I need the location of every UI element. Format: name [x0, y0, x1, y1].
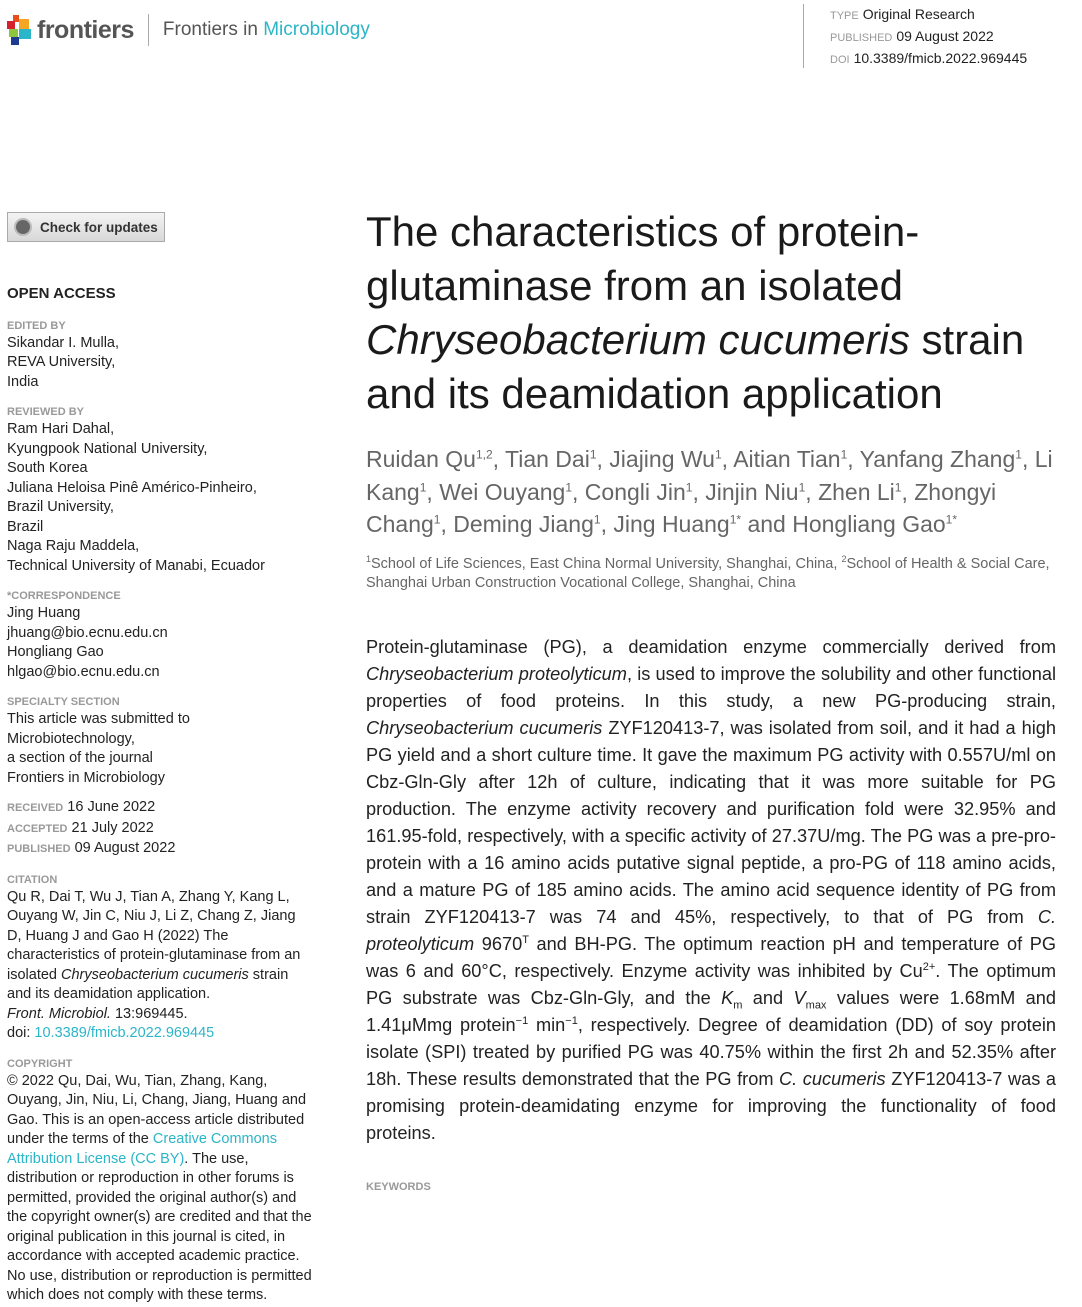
author[interactable]: Ruidan Qu$^{1,2}$: [366, 446, 493, 472]
citation: Qu R, Dai T, Wu J, Tian A, Zhang Y, Kang L, Ouyang W, Jin C, Niu J, Li Z, Chang Z, Jiang D, Huang J and Gao H (2022) The characteristics of protein-glutaminase from an isolated Chryseobacterium cucumeris strain and its deamidation application. Front. Microbiol. 13:969445. doi: 10.3389/fmicb.2022.969445: [7, 888, 301, 1041]
author[interactable]: Yanfang Zhang$^1$: [859, 446, 1022, 472]
abstract-run: and BH-PG. The optimum reaction pH and temperature of PG was 6 and 60°C, respectively. Enzyme activity was inhibited by Cu: [366, 933, 1056, 981]
abstract-run: . The optimum PG substrate was Cbz-Gln-Gly, and the: [366, 960, 1056, 1008]
article-meta: TYPE Original Research PUBLISHED 09 August 2022 DOI 10.3389/fmicb.2022.969445: [803, 4, 1027, 68]
keywords-label: KEYWORDS: [366, 1180, 431, 1193]
author[interactable]: Deming Jiang$^1$: [453, 511, 601, 537]
sidebar-line: This article was submitted to: [7, 711, 190, 727]
abstract-run: Protein-glutaminase (PG), a deamidation enzyme commercially derived from: [366, 636, 1056, 657]
sidebar-line: Juliana Heloisa Pinê Américo-Pinheiro,: [7, 479, 257, 496]
reviewed-by: [7, 420, 312, 576]
logo-text: frontiers: [37, 15, 134, 44]
correspondence: [7, 604, 312, 682]
sidebar-line: Hongliang Gao: [7, 644, 104, 660]
author[interactable]: Jiajing Wu$^1$: [609, 446, 722, 472]
article-type: Original Research: [862, 6, 975, 22]
specialty-section: [7, 710, 312, 788]
check-for-updates-button[interactable]: Check for updates: [7, 212, 165, 242]
abstract-run: , respectively. Degree of deamidation (DD) of soy protein isolate (SPI) treated by purified PG was 40.75% within the first 2h and 52.35% after 18h. These results demonstrated that the PG from: [366, 1014, 1057, 1089]
sidebar-line: Brazil: [7, 518, 44, 535]
author[interactable]: Jinjin Niu$^1$: [705, 478, 806, 505]
abstract-run: T: [522, 933, 529, 946]
sidebar-line: jhuang@bio.ecnu.edu.cn: [7, 624, 168, 641]
abstract-run: m: [733, 999, 743, 1012]
author[interactable]: Zhen Li$^1$: [818, 478, 902, 505]
abstract-run: ZYF120413-7, was isolated from soil, and it had a high PG yield and a short culture time. It gave the maximum PG activity with 0.557U/ml on Cbz-Gln-Gly after 12h of culture, indicating that it was more suitable for PG production. The enzyme activity recovery and purification fold were 32.95% and 161.95-fold, respectively, with a specific activity of 27.37U/mg. The PG was a pre-pro-protein with a 16 amino acids putative signal peptide, a pro-PG of 118 amino acids, and a mature PG of 185 amino acids. The amino acid sequence identity of PG from strain ZYF120413-7 was 74 and 45%, respectively, to that of PG from: [366, 717, 1056, 927]
dates: RECEIVED 16 June 2022 ACCEPTED 21 July 2022 PUBLISHED 09 August 2022: [7, 799, 176, 856]
divider: [148, 14, 149, 46]
article-main: [366, 205, 1056, 1193]
sidebar-line: Microbiotechnology,: [7, 730, 135, 747]
author[interactable]: Jing Huang$^{1*}$: [613, 511, 742, 537]
abstract-run: values were 1.68mM and 1.41μMmg protein: [366, 987, 1056, 1035]
author[interactable]: Hongliang Gao$^{1*}$: [792, 511, 958, 537]
sidebar: OPEN ACCESS EDITED BY Sikandar I. Mulla, REVA University, India REVIEWED BY Ram Hari Dahal, Kyungpook National University, South Korea Juliana Heloisa Pinê Américo-Pinheiro, Brazil University, Brazil Naga Raju Maddela, Technical University of Manabi, Ecuador *CORRESPONDENCE Jing Huang jhuang@bio.ecnu.edu.cn Hongliang Gao hlgao@bio.ecnu.edu.cn SPECIALTY SECTION This article was submitted to Microbiotechnology, a section of the journal Frontiers in Microbiology RECEIVED 16 June 2022 ACCEPTED 21 July 2022 PUBLISHED 09 August 2022 CITATION Qu R, Dai T, Wu J, Tian A, Zhang Y, Kang L, Ouyang W, Jin C, Niu J, Li Z, Chang Z, Jiang D, Huang J and Gao H (2022) The characteristics of protein-glutaminase from an isolated Chryseobacterium cucumeris strain and its deamidation application. Front. Microbiol. 13:969445. doi: 10.3389/fmicb.2022.969445 COPYRIGHT © 2022 Qu, Dai, Wu, Tian, Zhang, Kang, Ouyang, Jin, Niu, Li, Chang, Jiang, Huang and Gao. This is an open-access article distributed under the terms of the Creative Commons Attribution License (CC BY). The use, distribution or reproduction in other forums is permitted, provided the original author(s) and the copyright owner(s) are credited and that the original publication in this journal is cited, in accordance with accepted academic practice. No use, distribution or reproduction is permitted which does not comply with these terms.: [7, 284, 312, 1306]
sidebar-line: India: [7, 373, 39, 390]
frontiers-logo[interactable]: [7, 14, 370, 46]
abstract-run: K: [721, 987, 734, 1008]
frontiers-logo-icon: [7, 15, 33, 45]
citation-doi-link[interactable]: 10.3389/fmicb.2022.969445: [34, 1025, 215, 1041]
abstract-run: 2+: [922, 960, 936, 973]
sidebar-line: Frontiers in Microbiology: [7, 769, 165, 786]
abstract-run: min: [528, 1014, 566, 1035]
affiliation: School of Health & Social Care, Shanghai Urban Construction Vocational College, Shanghai, China: [366, 555, 1050, 591]
doi: 10.3389/fmicb.2022.969445: [853, 50, 1028, 66]
author[interactable]: Li Kang$^1$: [366, 446, 1053, 505]
abstract-run: 9670: [474, 933, 523, 954]
sidebar-line: Ram Hari Dahal,: [7, 421, 115, 437]
abstract-run: Chryseobacterium proteolyticum: [366, 663, 627, 684]
affiliations: $^1$School of Life Sciences, East China Normal University, Shanghai, China, $^2$School of Health & Social Care, Shanghai Urban Construction Vocational College, Shanghai, China: [366, 553, 1050, 591]
article-title: The characteristics of protein-glutaminase from an isolated Chryseobacterium cucumeris strain and its deamidation application: [366, 208, 1025, 417]
cc-by-license-link[interactable]: Creative Commons Attribution License (CC BY): [7, 1131, 277, 1167]
open-access-label: OPEN ACCESS: [7, 285, 116, 302]
sidebar-line: South Korea: [7, 460, 88, 476]
author[interactable]: Congli Jin$^1$: [584, 478, 693, 505]
abstract-run: V: [793, 987, 806, 1008]
sidebar-line: Sikandar I. Mulla,: [7, 334, 120, 351]
sidebar-line: Brazil University,: [7, 499, 114, 515]
abstract-run: C. proteolyticum: [366, 906, 1056, 954]
sidebar-line: a section of the journal: [7, 750, 153, 766]
author[interactable]: Zhongyi Chang$^1$: [366, 478, 997, 537]
abstract: [366, 634, 1056, 1147]
abstract-run: and: [742, 987, 794, 1008]
abstract-run: , is used to improve the solubility and other functional properties of food proteins. In this study, a new PG-producing strain,: [366, 663, 1056, 711]
abstract-run: C. cucumeris: [779, 1068, 886, 1089]
journal-name: Frontiers in Microbiology: [162, 19, 370, 40]
abstract-run: −1: [515, 1014, 529, 1027]
affiliation: School of Life Sciences, East China Normal University, Shanghai, China,: [371, 555, 842, 572]
abstract-run: −1: [565, 1014, 578, 1027]
edited-by: [7, 334, 312, 393]
sidebar-line: Naga Raju Maddela,: [7, 538, 140, 554]
author[interactable]: Tian Dai$^1$: [505, 446, 597, 472]
abstract-run: ZYF120413-7 was a promising protein-deamidating enzyme for improving the functionality of food proteins.: [366, 1068, 1056, 1143]
abstract-run: max: [805, 999, 827, 1012]
abstract-run: Chryseobacterium cucumeris: [366, 717, 603, 738]
copyright: © 2022 Qu, Dai, Wu, Tian, Zhang, Kang, Ouyang, Jin, Niu, Li, Chang, Jiang, Huang and Gao. This is an open-access article distributed under the terms of the Creative Commons Attribution License (CC BY). The use, distribution or reproduction in other forums is permitted, provided the original author(s) and the copyright owner(s) are credited and that the original publication in this journal is cited, in accordance with accepted academic practice. No use, distribution or reproduction is permitted which does not comply with these terms.: [7, 1072, 312, 1303]
author[interactable]: Aitian Tian$^1$: [733, 446, 848, 472]
sidebar-line: Technical University of Manabi, Ecuador: [7, 557, 265, 574]
author-list: Ruidan Qu$^{1,2}$, Tian Dai$^1$, Jiajing Wu$^1$, Aitian Tian$^1$, Yanfang Zhang$^1$, Li Kang$^1$, Wei Ouyang$^1$, Congli Jin$^1$, Jinjin Niu$^1$, Zhen Li$^1$, Zhongyi Chang$^1$, Deming Jiang$^1$, Jing Huang$^{1*}$ and Hongliang Gao$^{1*}$: [366, 446, 1053, 537]
sidebar-line: Kyungpook National University,: [7, 440, 208, 457]
sidebar-line: Jing Huang: [7, 605, 81, 621]
author[interactable]: Wei Ouyang$^1$: [439, 478, 573, 505]
sidebar-line: hlgao@bio.ecnu.edu.cn: [7, 663, 160, 680]
published-date: 09 August 2022: [896, 28, 994, 44]
crossmark-icon: [14, 218, 32, 236]
sidebar-line: REVA University,: [7, 354, 116, 370]
